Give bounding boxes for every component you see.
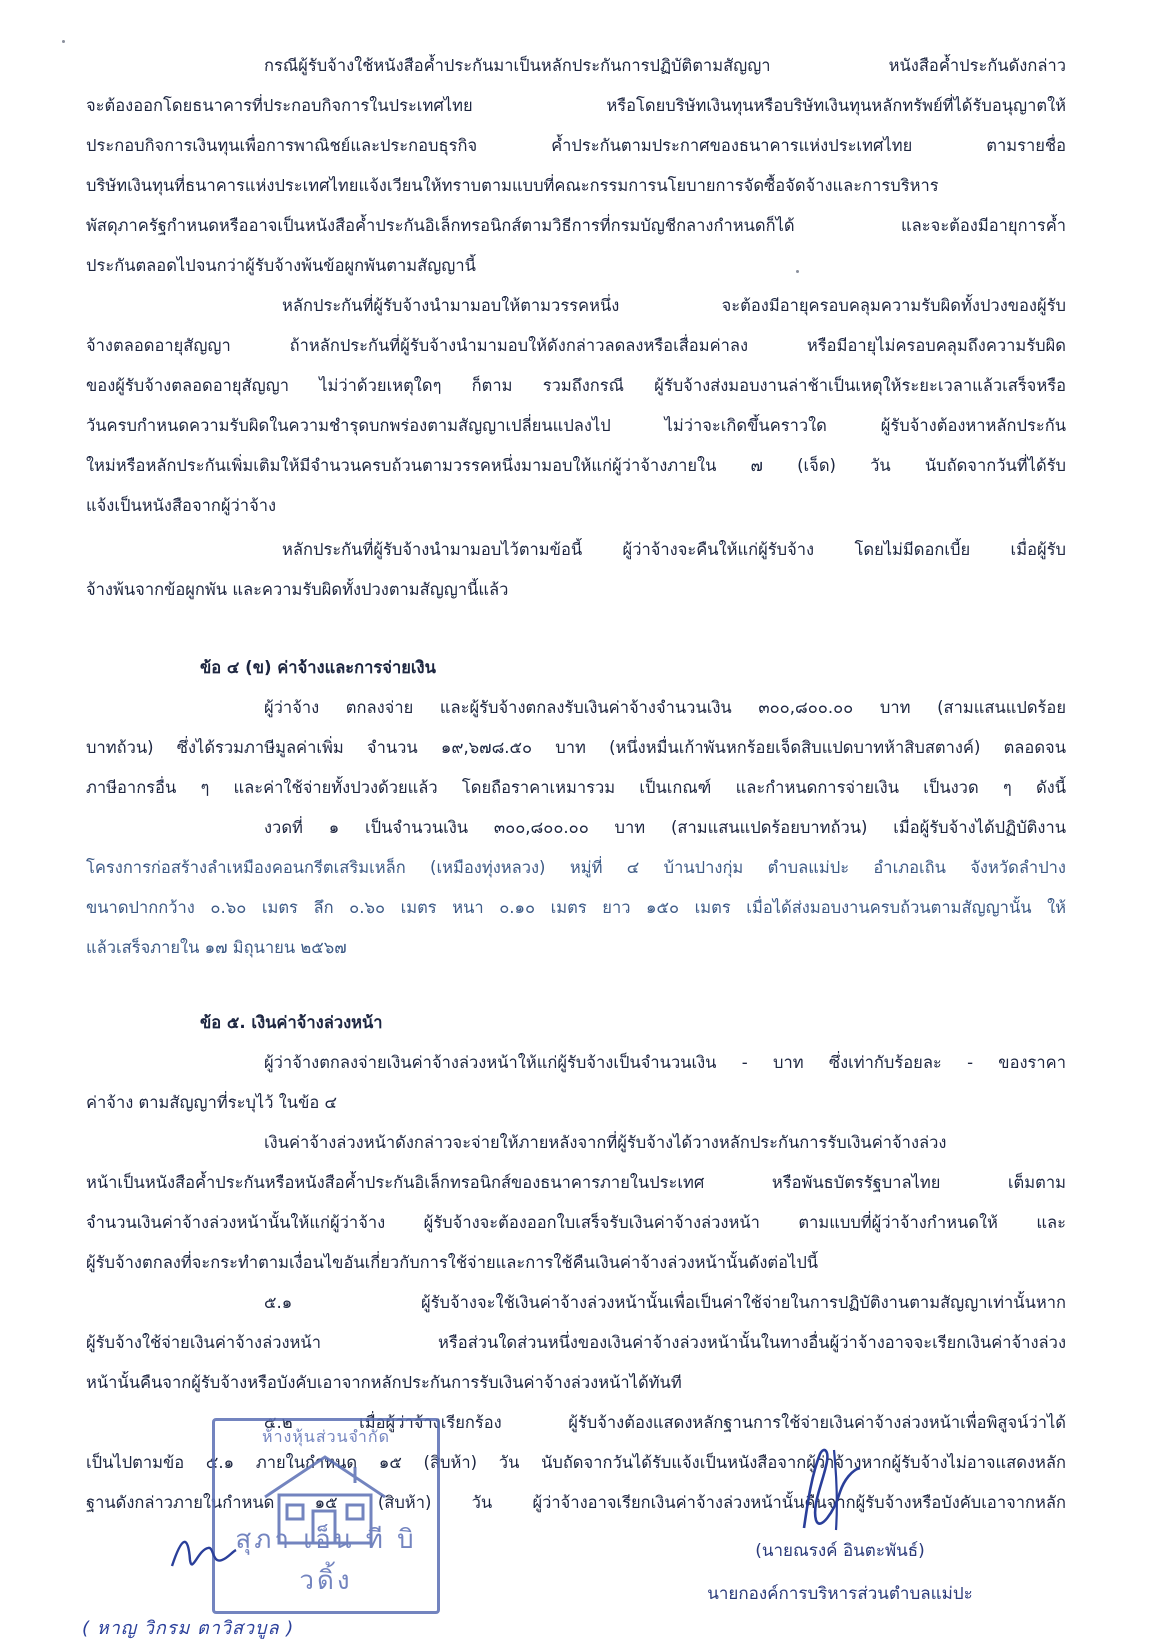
- guarantee-coverage-line-6: แจ้งเป็นหนังสือจากผู้ว่าจ้าง: [86, 496, 277, 515]
- clause-4b-heading: ข้อ ๔ (ข) ค่าจ้างและการจ่ายเงิน: [200, 658, 436, 677]
- guarantee-coverage-line-3: ของผู้รับจ้างตลอดอายุสัญญา ไม่ว่าด้วยเหตุใดๆ ก็ตาม รวมถึงกรณี ผู้รับจ้างส่งมอบงานล่าช้าเป็นเหตุให้ระยะเวลาแล้วเสร็จหรือ: [86, 376, 1066, 395]
- clause-5-para2-line-2: หน้าเป็นหนังสือค้ำประกันหรือหนังสือค้ำประกันอิเล็กทรอนิกส์ของธนาคารภายในประเทศ หรือพันธบัตรรัฐบาลไทย เต็มตาม: [86, 1173, 1066, 1192]
- stamp-bottom-text: สุภา เอ็น ที บิวดิ้ง: [235, 1525, 417, 1596]
- clause-5-para1-line-2: ค่าจ้าง ตามสัญญาที่ระบุไว้ ในข้อ ๔: [86, 1093, 337, 1112]
- company-stamp: [212, 1418, 440, 1614]
- clause-5-1-line-2: ผู้รับจ้างใช้จ่ายเงินค่าจ้างล่วงหน้า หรือส่วนใดส่วนหนึ่งของเงินค่าจ้างล่วงหน้านั้นในทางอื่นผู้ว่าจ้างอาจจะเรียกเงินค่าจ้างล่วง: [86, 1333, 1066, 1352]
- clause-5-para1-line-1: ผู้ว่าจ้างตกลงจ่ายเงินค่าจ้างล่วงหน้าให้แก่ผู้รับจ้างเป็นจำนวนเงิน - บาท ซึ่งเท่ากับร้อยละ - ของราคา: [264, 1053, 1066, 1072]
- clause-5-para2-line-4: ผู้รับจ้างตกลงที่จะกระทำตามเงื่อนไขอันเกี่ยวกับการใช้จ่ายและการใช้คืนเงินค่าจ้างล่วงหน้านั้นดังต่อไปนี้: [86, 1253, 819, 1272]
- signatory-title: นายกองค์การบริหารส่วนตำบลแม่ปะ: [707, 1584, 973, 1604]
- clause-5-2-line-2: เป็นไปตามข้อ ๕.๑ ภายในกำหนด ๑๕ (สิบห้า) วัน นับถัดจากวันได้รับแจ้งเป็นหนังสือจากผู้ว่าจ้างหากผู้รับจ้างไม่อาจแสดงหลัก: [86, 1453, 1066, 1472]
- clause-4b-line-5: โครงการก่อสร้างลำเหมืองคอนกรีตเสริมเหล็ก (เหมืองทุ่งหลวง) หมู่ที่ ๔ บ้านปางกุ่ม ตำบลแม่ปะ อำเภอเถิน จังหวัดลำปาง: [86, 858, 1066, 877]
- guarantee-coverage-line-5: ใหม่หรือหลักประกันเพิ่มเติมให้มีจำนวนครบถ้วนตามวรรคหนึ่งมามอบให้แก่ผู้ว่าจ้างภายใน ๗ (เจ็ด) วัน นับถัดจากวันที่ได้รับ: [86, 456, 1066, 475]
- clause-5-1-line-3: หน้านั้นคืนจากผู้รับจ้างหรือบังคับเอาจากหลักประกันการรับเงินค่าจ้างล่วงหน้าได้ทันที: [86, 1373, 682, 1392]
- guarantee-coverage-line-1: หลักประกันที่ผู้รับจ้างนำมามอบให้ตามวรรคหนึ่ง จะต้องมีอายุครอบคลุมความรับผิดทั้งปวงของผู้รับ: [282, 296, 1066, 315]
- employer-signature-icon: [790, 1440, 870, 1536]
- clause-4b-line-4: งวดที่ ๑ เป็นจำนวนเงิน ๓๐๐,๘๐๐.๐๐ บาท (สามแสนแปดร้อยบาทถ้วน) เมื่อผู้รับจ้างได้ปฏิบัติงาน: [264, 818, 1066, 837]
- clause-4b-line-6: ขนาดปากกว้าง ๐.๖๐ เมตร ลึก ๐.๖๐ เมตร หนา ๐.๑๐ เมตร ยาว ๑๕๐ เมตร เมื่อได้ส่งมอบงานครบถ้วนตามสัญญานั้น ให้: [86, 898, 1066, 917]
- guarantee-letter-line-4: บริษัทเงินทุนที่ธนาคารแห่งประเทศไทยแจ้งเวียนให้ทราบตามแบบที่คณะกรรมการนโยบายการจัดซื้อจัดจ้างและการบริหาร: [86, 176, 939, 195]
- clause-5-1-line-1: ๕.๑ ผู้รับจ้างจะใช้เงินค่าจ้างล่วงหน้านั้นเพื่อเป็นค่าใช้จ่ายในการปฏิบัติงานตามสัญญาเท่านั้นหาก: [264, 1293, 1066, 1312]
- clause-5-heading: ข้อ ๕. เงินค่าจ้างล่วงหน้า: [200, 1013, 383, 1032]
- clause-4b-line-1: ผู้ว่าจ้าง ตกลงจ่าย และผู้รับจ้างตกลงรับเงินค่าจ้างจำนวนเงิน ๓๐๐,๘๐๐.๐๐ บาท (สามแสนแปดร้อย: [264, 698, 1066, 717]
- clause-4b-line-3: ภาษีอากรอื่น ๆ และค่าใช้จ่ายทั้งปวงด้วยแล้ว โดยถือราคาเหมารวม เป็นเกณฑ์ และกำหนดการจ่ายเงิน เป็นงวด ๆ ดังนี้: [86, 778, 1066, 797]
- guarantee-letter-line-5: พัสดุภาครัฐกำหนดหรืออาจเป็นหนังสือค้ำประกันอิเล็กทรอนิกส์ตามวิธีการที่กรมบัญชีกลางกำหนดก็ได้ และจะต้องมีอายุการค้ำ: [86, 216, 1066, 235]
- scan-speck: [62, 40, 65, 43]
- clause-5-2-line-3: ฐานดังกล่าวภายในกำหนด ๑๕ (สิบห้า) วัน ผู้ว่าจ้างอาจเรียกเงินค่าจ้างล่วงหน้านั้นคืนจากผู้รับจ้างหรือบังคับเอาจากหลัก: [86, 1493, 1066, 1512]
- stamp-top-text: ห้างหุ้นส่วนจำกัด: [262, 1427, 390, 1446]
- guarantee-letter-line-1: กรณีผู้รับจ้างใช้หนังสือค้ำประกันมาเป็นหลักประกันการปฏิบัติตามสัญญา หนังสือค้ำประกันดังกล่าว: [264, 56, 1066, 75]
- guarantee-return-line-2: จ้างพ้นจากข้อผูกพัน และความรับผิดทั้งปวงตามสัญญานี้แล้ว: [86, 580, 509, 599]
- guarantee-letter-line-3: ประกอบกิจการเงินทุนเพื่อการพาณิชย์และประกอบธุรกิจ ค้ำประกันตามประกาศของธนาคารแห่งประเทศไทย ตามรายชื่อ: [86, 136, 1066, 155]
- guarantee-letter-line-6: ประกันตลอดไปจนกว่าผู้รับจ้างพ้นข้อผูกพันตามสัญญานี้: [86, 256, 476, 275]
- guarantee-coverage-line-4: วันครบกำหนดความรับผิดในความชำรุดบกพร่องตามสัญญาเปลี่ยนแปลงไป ไม่ว่าจะเกิดขึ้นคราวใด ผู้รับจ้างต้องหาหลักประกัน: [86, 416, 1066, 435]
- clause-5-para2-line-3: จำนวนเงินค่าจ้างล่วงหน้านั้นให้แก่ผู้ว่าจ้าง ผู้รับจ้างจะต้องออกใบเสร็จรับเงินค่าจ้างล่วงหน้า ตามแบบที่ผู้ว่าจ้างกำหนดให้ และ: [86, 1213, 1066, 1232]
- guarantee-return-line-1: หลักประกันที่ผู้รับจ้างนำมามอบไว้ตามข้อนี้ ผู้ว่าจ้างจะคืนให้แก่ผู้รับจ้าง โดยไม่มีดอกเบี้ย เมื่อผู้รับ: [282, 540, 1066, 559]
- contractor-signature-icon: [168, 1530, 238, 1576]
- clause-5-para2-line-1: เงินค่าจ้างล่วงหน้าดังกล่าวจะจ่ายให้ภายหลังจากที่ผู้รับจ้างได้วางหลักประกันการรับเงินค่าจ้างล่วง: [264, 1133, 947, 1152]
- guarantee-letter-line-2: จะต้องออกโดยธนาคารที่ประกอบกิจการในประเทศไทย หรือโดยบริษัทเงินทุนหรือบริษัทเงินทุนหลักทรัพย์ที่ได้รับอนุญาตให้: [86, 96, 1066, 115]
- clause-5-2-line-1: ๕.๒ เมื่อผู้ว่าจ้างเรียกร้อง ผู้รับจ้างต้องแสดงหลักฐานการใช้จ่ายเงินค่าจ้างล่วงหน้าเพื่อพิสูจน์ว่าได้: [264, 1413, 1066, 1432]
- contractor-handwritten-name: ( หาญ วิกรม ตาวิสวบูล ): [82, 1618, 295, 1639]
- guarantee-coverage-line-2: จ้างตลอดอายุสัญญา ถ้าหลักประกันที่ผู้รับจ้างนำมามอบให้ดังกล่าวลดลงหรือเสื่อมค่าลง หรือมีอายุไม่ครอบคลุมถึงความรับผิด: [86, 336, 1066, 355]
- clause-4b-line-2: บาทถ้วน) ซึ่งได้รวมภาษีมูลค่าเพิ่ม จำนวน ๑๙,๖๗๘.๕๐ บาท (หนึ่งหมื่นเก้าพันหกร้อยเจ็ดสิบแปดบาทห้าสิบสตางค์) ตลอดจน: [86, 738, 1066, 757]
- clause-4b-line-7: แล้วเสร็จภายใน ๑๗ มิถุนายน ๒๕๖๗: [86, 938, 347, 957]
- signatory-name: (นายณรงค์ อินตะพันธ์): [755, 1541, 925, 1561]
